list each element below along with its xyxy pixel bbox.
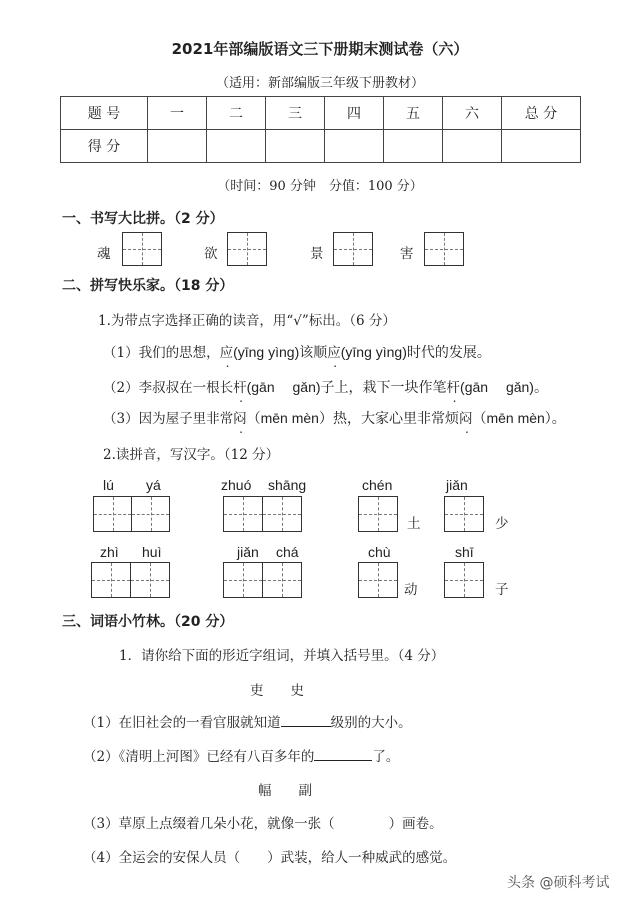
dotted-char: 应 [327, 345, 341, 361]
section-1-title: 一、书写大比拼。（2 分） [62, 211, 224, 227]
fill-line-1 [83, 711, 412, 731]
score-cell[interactable] [502, 130, 581, 163]
char-label: 魂 [97, 246, 111, 262]
char-pair: 幅 副 [258, 783, 312, 799]
pinyin-label: zhuó [221, 477, 252, 493]
char-label: 欲 [204, 246, 218, 262]
char-suffix: 土 [407, 516, 421, 532]
pinyin-options[interactable]: (yīng yìng)该顺 [233, 344, 328, 360]
question-2-1: 1.为带点字选择正确的读音，用“√”标出。（6 分） [98, 313, 396, 329]
writing-box[interactable] [358, 562, 398, 598]
writing-box[interactable] [262, 562, 302, 598]
score-header: 三 [266, 97, 325, 130]
section-2-title: 二、拼写快乐家。（18 分） [62, 278, 234, 294]
pinyin-label: chá [276, 544, 299, 560]
pinyin-options[interactable]: （mēn mèn）热，大家心里非常烦 [246, 410, 459, 426]
fill-line-2 [83, 745, 399, 765]
score-header: 一 [148, 97, 207, 130]
score-cell[interactable] [443, 130, 502, 163]
question-3-1: 1．请你给下面的形近字组词，并填入括号里。（4 分） [119, 648, 445, 664]
fill-line-3: （3）草原上点缀着几朵小花，就像一张（ ）画卷。 [83, 816, 443, 832]
char-suffix: 子 [495, 582, 509, 598]
pinyin-label: chù [368, 544, 391, 560]
pinyin-label: shī [455, 544, 474, 560]
dotted-char: 应 [219, 345, 234, 361]
writing-box[interactable] [262, 496, 302, 532]
score-header: 五 [384, 97, 443, 130]
dotted-char: 闷 [233, 411, 247, 427]
score-row-label: 得 分 [61, 130, 148, 163]
pinyin-label: jiǎn [446, 477, 468, 493]
writing-box[interactable] [223, 496, 263, 532]
dotted-char: 杆 [233, 380, 247, 396]
score-header: 题 号 [61, 97, 148, 130]
char-label: 害 [400, 246, 414, 262]
writing-box[interactable] [130, 562, 170, 598]
writing-box[interactable] [91, 562, 131, 598]
pinyin-label: yá [146, 477, 161, 493]
line-text: （2）《清明上河图》已经有八百多年的 [83, 749, 315, 765]
writing-box[interactable] [444, 562, 484, 598]
pinyin-label: jiǎn [237, 544, 259, 560]
pinyin-label: chén [362, 477, 393, 493]
writing-box[interactable] [93, 496, 132, 532]
pinyin-label: huì [142, 544, 162, 560]
char-pair: 吏 史 [250, 683, 304, 699]
line-text: （3）因为屋子里非常 [103, 411, 234, 427]
page-title: 2021年部编版语文三下册期末测试卷（六） [171, 40, 469, 58]
time-info: （时间：90 分钟 分值：100 分） [217, 179, 423, 194]
char-suffix: 少 [495, 516, 509, 532]
pinyin-options[interactable]: （mēn mèn）。 [472, 410, 566, 426]
writing-box[interactable] [333, 232, 373, 266]
answer-blank[interactable] [281, 712, 331, 727]
score-cell[interactable] [266, 130, 325, 163]
pinyin-options[interactable]: (gān gǎn)子上，栽下一块作笔 [246, 379, 447, 395]
section-3-title: 三、词语小竹林。（20 分） [62, 614, 234, 630]
writing-box[interactable] [444, 496, 484, 532]
question-2-2: 2.读拼音，写汉字。（12 分） [103, 447, 280, 463]
char-label: 景 [310, 246, 324, 262]
pronunciation-line-2 [103, 376, 548, 397]
line-text: 级别的大小。 [330, 715, 412, 731]
pronunciation-line-3 [103, 407, 566, 428]
writing-box[interactable] [131, 496, 170, 532]
pinyin-label: shāng [268, 477, 307, 493]
fill-line-4: （4）全运会的安保人员（ ）武装，给人一种威武的感觉。 [83, 850, 457, 866]
watermark: 头条 @硕科考试 [507, 875, 610, 891]
score-header: 总 分 [502, 97, 581, 130]
score-header: 六 [443, 97, 502, 130]
pinyin-options[interactable]: (gān gǎn)。 [460, 379, 548, 395]
score-cell[interactable] [148, 130, 207, 163]
writing-box[interactable] [227, 232, 267, 266]
pronunciation-line-1 [103, 341, 491, 362]
writing-box[interactable] [424, 232, 464, 266]
line-text: （1）我们的思想， [103, 345, 220, 361]
char-suffix: 动 [404, 582, 418, 598]
dotted-char: 闷 [458, 411, 473, 427]
line-text: （2）李叔叔在一根长 [103, 380, 234, 396]
score-header: 二 [207, 97, 266, 130]
dotted-char: 杆 [446, 380, 461, 396]
score-header: 四 [325, 97, 384, 130]
pinyin-label: lú [103, 477, 114, 493]
score-cell[interactable] [325, 130, 384, 163]
pinyin-options[interactable]: (yīng yìng)时代的发展。 [340, 344, 491, 360]
line-text: 了。 [372, 749, 400, 765]
writing-box[interactable] [358, 496, 398, 532]
writing-box[interactable] [122, 232, 162, 266]
answer-blank[interactable] [314, 746, 372, 761]
score-cell[interactable] [207, 130, 266, 163]
score-table [60, 96, 581, 163]
pinyin-label: zhì [100, 544, 119, 560]
score-cell[interactable] [384, 130, 443, 163]
subtitle: （适用：新部编版三年级下册教材） [215, 76, 424, 91]
writing-box[interactable] [223, 562, 263, 598]
line-text: （1）在旧社会的一看官服就知道 [83, 715, 281, 731]
